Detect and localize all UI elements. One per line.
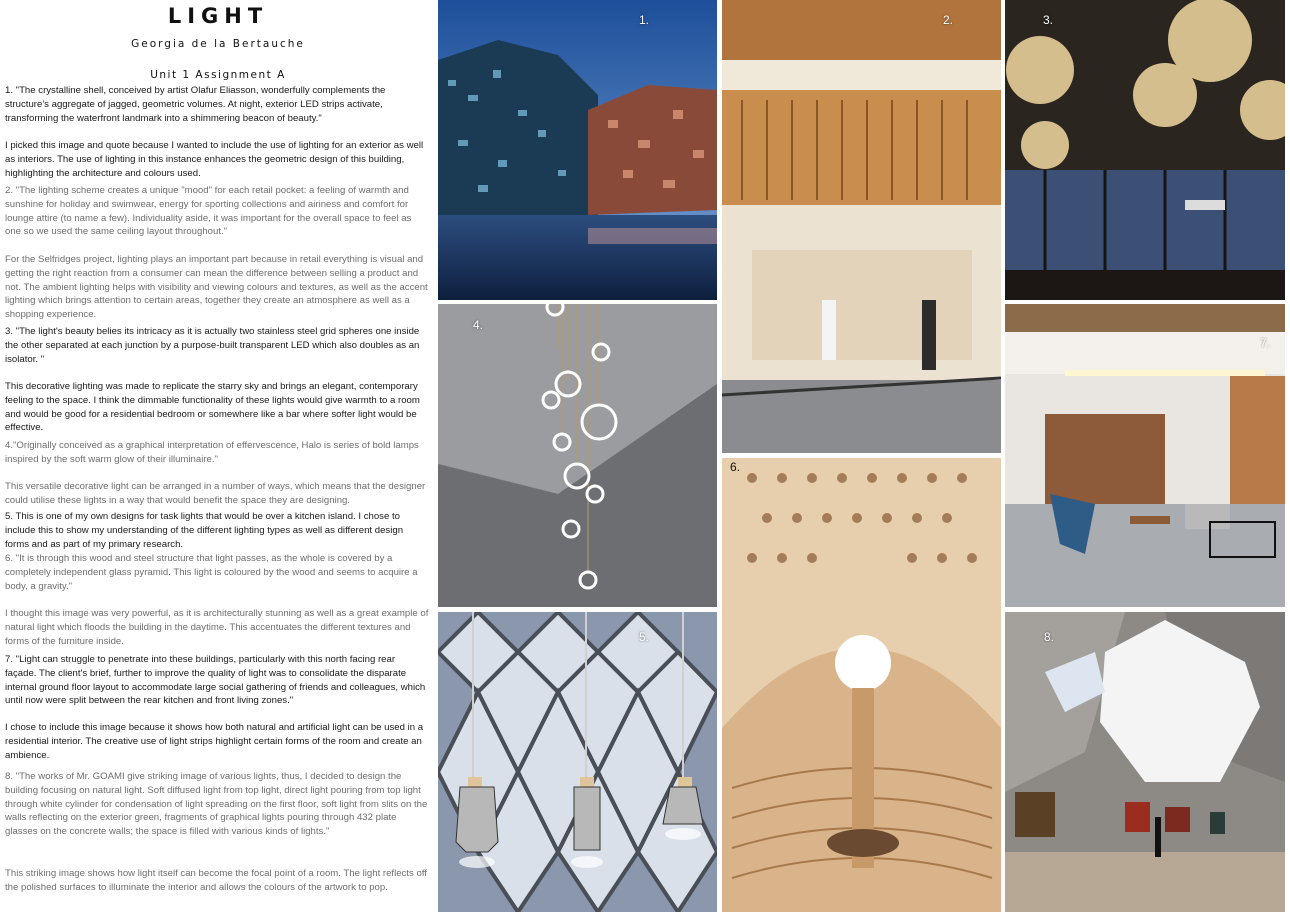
commentary-6: I thought this image was very powerful, as it is architecturally stunning as well as a great example of natural light which floods the building in the daytime. This accentuates the different textures and forms of the furniture inside. [5, 608, 429, 647]
photo-number: 3. [1043, 13, 1054, 27]
commentary-3: This decorative lighting was made to replicate the starry sky and brings an elegant, contemporary feeling to the space. I think the dimmable functionality of these lights would give warmth to a room and would be good for a residential bedroom or somewhere like a bar where softer light would be effective. [5, 381, 420, 434]
assignment-heading: Unit 1 Assignment A [150, 69, 286, 81]
photo-3-sphere-pendants [1005, 0, 1285, 300]
commentary-1: I picked this image and quote because I wanted to include the use of lighting for an exterior as well as interiors. The use of lighting in this instance enhances the geometric design of this building, highlighting the architecture and colours used. [5, 140, 424, 179]
page-title: LIGHT [167, 4, 269, 28]
quote-7: 7. "Light can struggle to penetrate into these buildings, particularly with this north facing rear façade. The client's brief, further to improve the quality of light was to consolidate the disparate internal ground floor layout to accommodate large social gathering of friends and colleagues, which until now were split between the rear kitchen and front living zones." [5, 654, 426, 707]
photo-5-pendant-design [438, 612, 717, 912]
photo-1-glass-facade [438, 0, 717, 300]
author-name: Georgia de la Bertauche [131, 38, 305, 50]
commentary-8: This striking image shows how light itself can become the focal point of a room. The light reflects off the polished surfaces to illuminate the interior and allows the colours of the artwork to pop. [5, 868, 427, 893]
photo-7-residential-interior [1005, 304, 1285, 607]
photo-number: 7. [1260, 336, 1271, 350]
quote-8: 8. "The works of Mr. GOAMI give striking image of various lights, thus, I decided to design the building focusing on natural light. Soft diffused light from top light, direct light pouring from top light through white cylinder for condensation of light spreading on the first floor, soft light from slits on the walls reflecting on the exterior green, fragments of graphical lights pouring through 432 plate glasses on the concrete walls; the space is filled with various kinds of lights." [5, 771, 428, 838]
photo-number: 8. [1044, 630, 1055, 644]
photo-4-halo-lamps [438, 304, 717, 607]
commentary-7: I chose to include this image because it shows how both natural and artificial light can be used in a residential interior. The creative use of light strips highlight certain forms of the room and create an ambience. [5, 722, 424, 761]
photo-number: 6. [730, 460, 741, 474]
photo-8-gallery-skylight [1005, 612, 1285, 912]
photo-number: 1. [639, 13, 650, 27]
quote-3: 3. "The light's beauty belies its intricacy as it is actually two stainless steel grid spheres one inside the other separated at each junction by a purpose-built transparent LED which also doubles as an isolator. " [5, 326, 420, 365]
photo-number: 5. [639, 630, 650, 644]
quote-2: 2. "The lighting scheme creates a unique "mood" for each retail pocket: a feeling of warmth and sunshine for holiday and swimwear, energy for sporting collections and airiness and comfort for lounge attire (to name a few). Individuality aside, it was important for the overall space to feel as one so we used the same ceiling layout throughout." [5, 185, 412, 238]
commentary-2: For the Selfridges project, lighting plays an important part because in retail everything is visual and getting the right reaction from a consumer can mean the difference between selling a product and not. The ambient lighting helps with visibility and viewing colours and textures, as well as the accent lighting which brings attention to certain areas, together they create an atmosphere as well as a shopping experience. [5, 254, 428, 321]
quote-4: 4."Originally conceived as a graphical interpretation of effervescence, Halo is series of bold lamps inspired by the soft warm glow of their illuminaire." [5, 440, 419, 465]
quote-6: 6. "It is through this wood and steel structure that light passes, as the whole is covered by a completely independent glass pyramid. This light is coloured by the wood and seems to acquire a body, a gravity." [5, 553, 418, 592]
photo-number: 2. [943, 13, 954, 27]
commentary-5: 5. This is one of my own designs for task lights that would be over a kitchen island. I chose to include this to show my understanding of the different lighting types as well as different design forms and as part of my primary research. [5, 511, 404, 550]
text-column [0, 0, 436, 912]
photo-number: 4. [473, 318, 484, 332]
quote-1: 1. "The crystalline shell, conceived by artist Olafur Eliasson, wonderfully complements the structure's aggregate of jagged, geometric volumes. At night, exterior LED strips activate, transforming the waterfront landmark into a shimmering beacon of beauty." [5, 85, 386, 124]
photo-2-retail-interior [722, 0, 1001, 453]
photo-6-wooden-dome [722, 458, 1001, 912]
commentary-4: This versatile decorative light can be arranged in a number of ways, which means that the designer could utilise these lights in a way that would benefit the space they are designing. [5, 481, 426, 506]
